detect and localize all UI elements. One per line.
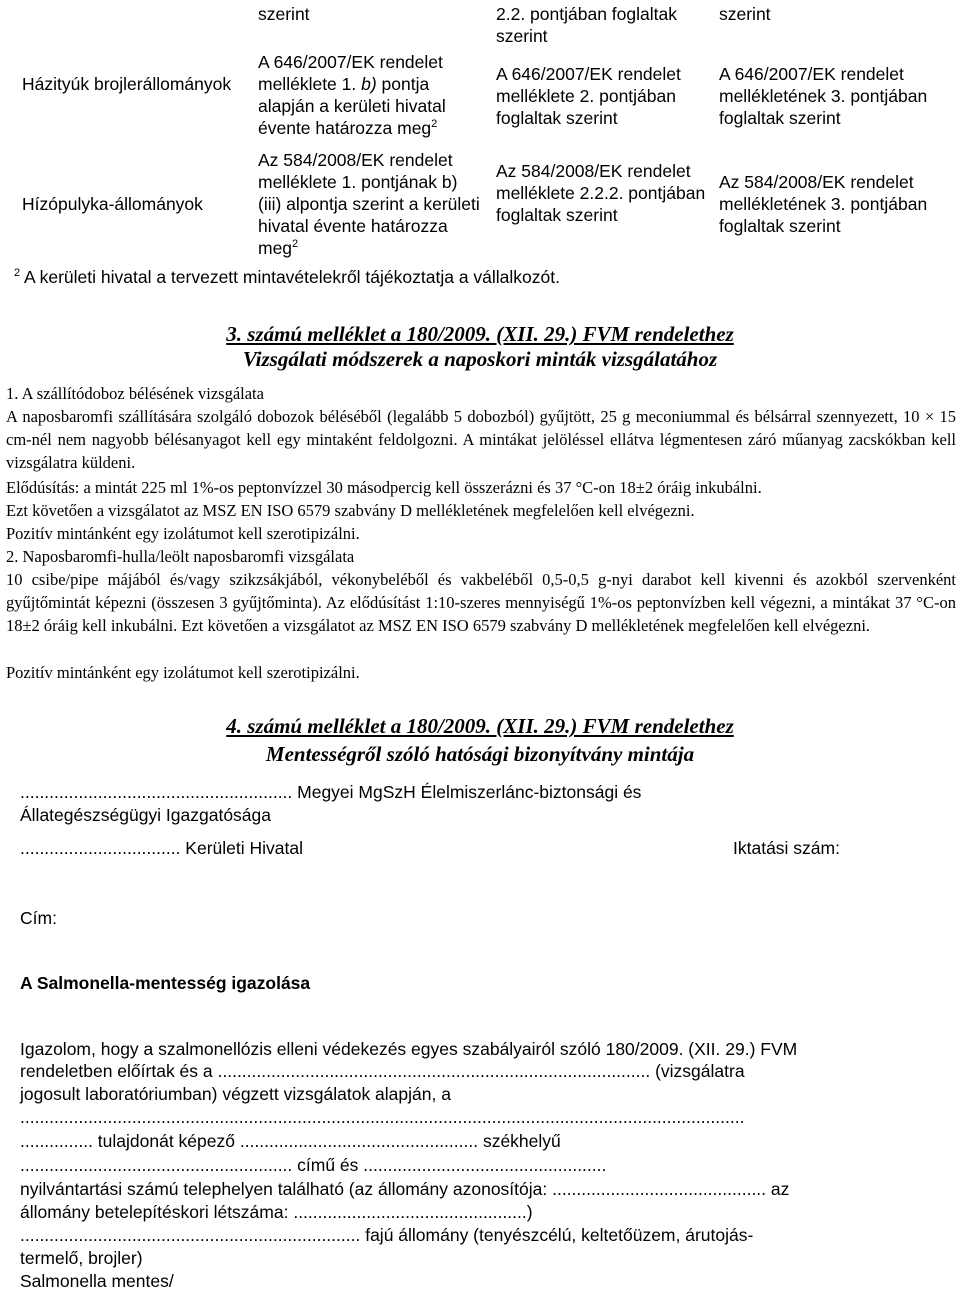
table-cell-r1c4: A 646/2007/EK rendelet mellékletének 3. pontjában foglaltak szerint	[719, 64, 928, 128]
address-label: Cím:	[20, 908, 57, 928]
annex3-serotyping-1: Pozitív mintánként egy izolátumot kell szerotipizálni.	[6, 524, 360, 543]
table-footnote: $^2$ A kerületi hivatal a tervezett mintavételekről tájékoztatja a vállalkozót.	[14, 267, 560, 287]
table-cell-r0c2: szerint	[258, 4, 310, 24]
annex4-subtitle: Mentességről szóló hatósági bizonyítvány mintája	[265, 742, 695, 766]
annex3-heading-2: 2. Naposbaromfi-hulla/leölt naposbaromfi vizsgálata	[6, 547, 355, 566]
annex3-followup: Ezt követően a vizsgálatot az MSZ EN ISO 6579 szabvány D mellékletének megfelelően kell elvégezni.	[6, 501, 695, 520]
annex4-title: 4. számú melléklet a 180/2009. (XII. 29.) FVM rendelethez	[226, 714, 734, 738]
table-cell-r0c4: szerint	[719, 4, 771, 24]
certificate-line: Igazolom, hogy a szalmonellózis elleni védekezés egyes szabályairól szóló 180/2009. (XII. 29.) FVM	[20, 1039, 798, 1059]
certificate-line: .....................................................................................................................................................	[20, 1107, 745, 1127]
certificate-line: Salmonella mentes/	[20, 1271, 174, 1291]
certificate-line: ........................................................ című és ..................................................	[20, 1155, 607, 1175]
district-office: ................................. Kerületi Hivatal	[20, 838, 303, 858]
table-cell-r2c2: Az 584/2008/EK rendelet melléklete 1. pontjának b) (iii) alpontja szerint a kerületi hivatal évente határozza meg$^2$	[258, 150, 480, 258]
certificate-line: állomány betelepítéskori létszáma: ................................................)	[20, 1202, 533, 1222]
certificate-line: rendeletben előírtak és a ......................................................................................... (vizsgálatra	[20, 1061, 745, 1081]
certificate-line: ...................................................................... fajú állomány (tenyészcélú, keltetőüzem, árutojás-	[20, 1225, 754, 1245]
annex3-serotyping-2: Pozitív mintánként egy izolátumot kell szerotipizálni.	[6, 663, 360, 682]
table-cell-r1c1: Házityúk brojlerállományok	[22, 74, 232, 94]
annex3-subtitle: Vizsgálati módszerek a naposkori minták vizsgálatához	[242, 347, 718, 371]
certificate-line: jogosult laboratóriumban) végzett vizsgálatok alapján, a	[20, 1084, 451, 1104]
annex3-preenrichment: Elődúsítás: a mintát 225 ml 1%-os peptonvízzel 30 másodpercig kell összerázni és 37 °C-on 18±2 óráig inkubálni.	[6, 478, 762, 497]
certificate-line: nyilvántartási számú telephelyen található (az állomány azonosítója: ............................................ az	[20, 1179, 790, 1199]
directorate-line-2: Állategészségügyi Igazgatósága	[20, 805, 272, 825]
registration-number-label: Iktatási szám:	[733, 838, 840, 858]
certificate-line: ............... tulajdonát képező ................................................. székhelyű	[20, 1131, 561, 1151]
annex3-paragraph-2: 10 csibe/pipe májából és/vagy szikzsákjából, vékonybeléből és vakbeléből 0,5-0,5 g-nyi darabot kell kivenni és azokból szervenként gyűjtőmintát képezni (összesen 3 gyűjtőminta). Az elődúsítást 1:10-szeres mennyiségű 1%-os peptonvízben kell végezni, a mintákat 37 °C-on 18±2 óráig kell inkubálni. Ezt követően a vizsgálatot az MSZ EN ISO 6579 szabvány D mellékletének megfelelően kell elvégezni.	[6, 570, 956, 635]
annex3-heading-1: 1. A szállítódoboz bélésének vizsgálata	[6, 384, 264, 403]
annex3-title: 3. számú melléklet a 180/2009. (XII. 29.) FVM rendelethez	[226, 322, 734, 346]
table-cell-r1c2: A 646/2007/EK rendelet melléklete 1. b) pontja alapján a kerületi hivatal évente határozza meg$^2$	[258, 52, 446, 138]
table-cell-r1c3: A 646/2007/EK rendelet melléklete 2. pontjában foglaltak szerint	[496, 64, 681, 128]
table-cell-r2c3: Az 584/2008/EK rendelet melléklete 2.2.2. pontjában foglaltak szerint	[496, 161, 706, 225]
table-cell-r2c4: Az 584/2008/EK rendelet mellékletének 3. pontjában foglaltak szerint	[719, 172, 928, 236]
directorate-line-1: ........................................................ Megyei MgSzH Élelmiszerlánc-biztonsági és	[20, 782, 642, 802]
certificate-line: termelő, brojler)	[20, 1248, 143, 1268]
certificate-heading: A Salmonella-mentesség igazolása	[20, 973, 311, 993]
table-cell-r0c3: 2.2. pontjában foglaltak szerint	[496, 4, 677, 46]
table-cell-r2c1: Hízópulyka-állományok	[22, 194, 203, 214]
annex3-paragraph-1: A naposbaromfi szállítására szolgáló dobozok béléséből (legalább 5 dobozból) gyűjtött, 25 g meconiummal és bélsárral szennyezett, 10 × 15 cm-nél nem nagyobb bélésanyagot kell egy mintaként feldolgozni. A mintákat jelöléssel ellátva légmentesen záró műanyag zacskókban kell vizsgálatra küldeni.	[6, 407, 956, 472]
